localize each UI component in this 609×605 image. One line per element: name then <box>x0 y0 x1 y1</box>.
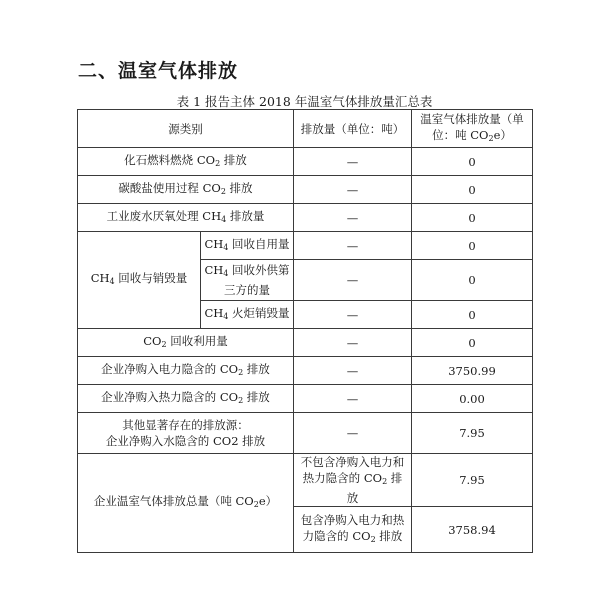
formula-subscript: 4 <box>223 242 229 252</box>
row-label-co2-recovery: $CO_2$ 回收利用量 <box>78 329 294 357</box>
formula-subscript: 2 <box>161 339 167 349</box>
formula-subscript: 4 <box>223 269 229 278</box>
formula-subscript: 2 <box>220 186 226 196</box>
header-ghg-amount: 温室气体排放量（单位：吨 $CO_2e$） <box>412 110 533 148</box>
ghg-net-heat: 0.00 <box>412 385 533 413</box>
ghg-ch4-flare: 0 <box>412 301 533 329</box>
table-row-total-excl <box>78 454 533 507</box>
row-label-ch4-supply: $CH_4$ 回收外供第三方的量 <box>201 260 294 301</box>
formula-subscript: 2 <box>238 395 244 405</box>
emission-wastewater: — <box>294 204 412 232</box>
emission-ch4-supply: — <box>294 260 412 301</box>
formula-subscript: 2 <box>238 367 244 377</box>
table-row-carbonate <box>78 176 533 204</box>
formula-subscript: 2 <box>488 133 494 143</box>
table-row-net-power <box>78 357 533 385</box>
ghg-ch4-self: 0 <box>412 232 533 260</box>
table-header-row <box>78 110 533 148</box>
ghg-fossil: 0 <box>412 148 533 176</box>
row-label-net-heat: 企业净购入热力隐含的 $CO_2$ 排放 <box>78 385 294 413</box>
formula-subscript: 2 <box>253 500 259 509</box>
formula-subscript: 2 <box>382 477 388 486</box>
table-row-ch4-self <box>78 232 533 260</box>
emission-fossil: — <box>294 148 412 176</box>
row-label-total-incl: 包含净购入电力和热力隐含的 $CO_2$ 排放 <box>294 507 412 553</box>
table-row-net-heat <box>78 385 533 413</box>
emissions-summary-table <box>77 109 533 553</box>
formula-subscript: 4 <box>223 311 229 321</box>
row-label-other-line2: 企业净购入水隐含的 CO2 排放 <box>105 434 266 448</box>
row-label-other-line1: 其他显著存在的排放源： <box>122 418 249 432</box>
emission-carbonate: — <box>294 176 412 204</box>
ghg-other: 7.95 <box>412 413 533 454</box>
ghg-co2-recovery: 0 <box>412 329 533 357</box>
section-title: 二、温室气体排放 <box>78 60 239 82</box>
table-row-fossil <box>78 148 533 176</box>
emission-ch4-self: — <box>294 232 412 260</box>
row-label-ch4-flare: $CH_4$ 火炬销毁量 <box>201 301 294 329</box>
formula-subscript: 2 <box>370 534 376 544</box>
row-label-wastewater: 工业废水厌氧处理 $CH_4$ 排放量 <box>78 204 294 232</box>
emission-ch4-flare: — <box>294 301 412 329</box>
header-emission-amount: 排放量（单位：吨） <box>294 110 412 148</box>
row-label-other <box>78 413 294 454</box>
table-row-wastewater <box>78 204 533 232</box>
row-label-carbonate: 碳酸盐使用过程 $CO_2$ 排放 <box>78 176 294 204</box>
header-source-category: 源类别 <box>78 110 294 148</box>
formula-subscript: 4 <box>109 277 115 286</box>
table-row-co2-recovery <box>78 329 533 357</box>
ghg-net-power: 3750.99 <box>412 357 533 385</box>
formula-subscript: 2 <box>215 158 221 168</box>
emission-net-heat: — <box>294 385 412 413</box>
ghg-total-incl: 3758.94 <box>412 507 533 553</box>
emission-other: — <box>294 413 412 454</box>
ghg-ch4-supply: 0 <box>412 260 533 301</box>
row-label-ch4-self: $CH_4$ 回收自用量 <box>201 232 294 260</box>
formula-subscript: 4 <box>221 214 227 224</box>
row-label-total: 企业温室气体排放总量（吨 $CO_2e$） <box>78 454 294 553</box>
ghg-wastewater: 0 <box>412 204 533 232</box>
row-label-fossil: 化石燃料燃烧 $CO_2$ 排放 <box>78 148 294 176</box>
emission-co2-recovery: — <box>294 329 412 357</box>
row-group-ch4: $CH_4$ 回收与销毁量 <box>78 232 201 329</box>
ghg-total-excl: 7.95 <box>412 454 533 507</box>
ghg-carbonate: 0 <box>412 176 533 204</box>
row-label-total-excl: 不包含净购入电力和热力隐含的 $CO_2$ 排放 <box>294 454 412 507</box>
emission-net-power: — <box>294 357 412 385</box>
table-row-other <box>78 413 533 454</box>
row-label-net-power: 企业净购入电力隐含的 $CO_2$ 排放 <box>78 357 294 385</box>
table-caption: 表 1 报告主体 2018 年温室气体排放量汇总表 <box>176 94 433 109</box>
